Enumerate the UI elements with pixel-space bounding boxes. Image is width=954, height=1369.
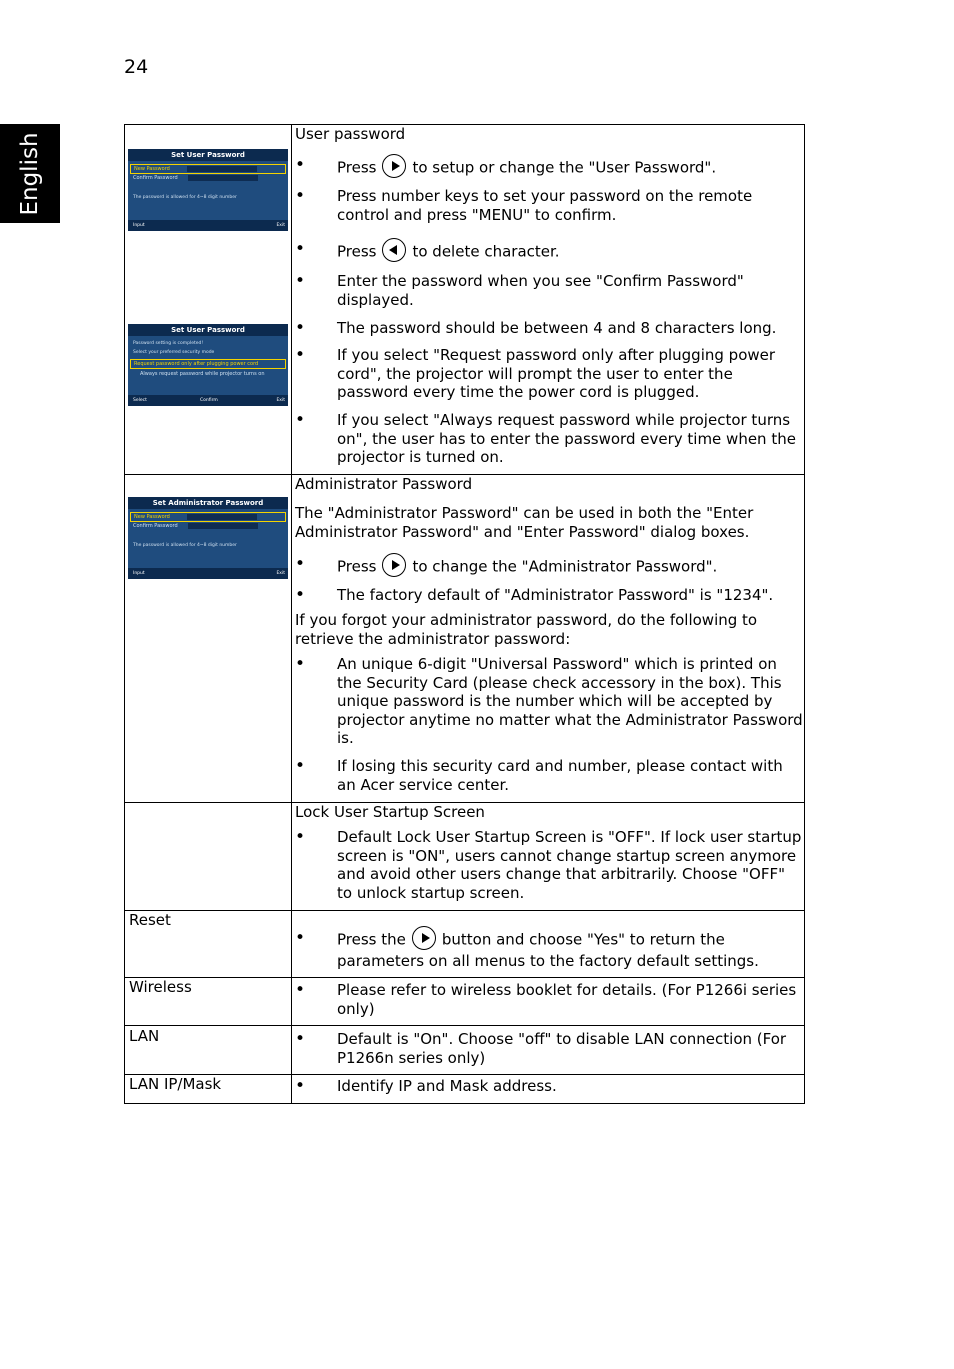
bullet: • bbox=[295, 345, 306, 365]
bullet: • bbox=[295, 155, 306, 175]
footer-left: Input bbox=[133, 571, 145, 576]
right-arrow-button-icon bbox=[382, 553, 406, 577]
item-text: Press bbox=[337, 557, 377, 576]
footer-right: Exit bbox=[276, 398, 285, 403]
bullet: • bbox=[295, 654, 306, 674]
bullet: • bbox=[295, 410, 306, 430]
list-item: Press number keys to set your password on the remote control and press "MENU" to confirm. bbox=[337, 187, 753, 224]
list-item bbox=[337, 240, 803, 264]
admin-intro: The "Administrator Password" can be used in both the "Enter Administrator Password" and "Enter Password" dialog boxes. bbox=[295, 504, 754, 541]
list-item bbox=[337, 156, 803, 180]
row-divider bbox=[125, 910, 804, 911]
bullet: • bbox=[295, 756, 306, 776]
set-user-password-screen bbox=[128, 149, 288, 231]
footer-left: Input bbox=[133, 223, 145, 228]
user-password-heading: User password bbox=[295, 125, 406, 143]
list-item: If you select "Always request password while projector turns on", the user has to enter the password every time when the projector is turned on. bbox=[337, 411, 796, 466]
list-item: If you select "Request password only after plugging power cord", the projector will prompt the user to enter the password every time the power cord is plugged. bbox=[337, 346, 776, 401]
list-item bbox=[337, 555, 803, 579]
list-item: The password should be between 4 and 8 characters long. bbox=[337, 319, 777, 337]
input-field bbox=[187, 166, 257, 172]
bullet: • bbox=[295, 239, 306, 259]
right-arrow-button-icon bbox=[382, 154, 406, 178]
option-always-request bbox=[130, 370, 286, 378]
screen-note: The password is allowed for 4~8 digit number bbox=[133, 543, 237, 548]
bullet: • bbox=[295, 554, 306, 574]
new-password-row bbox=[130, 164, 286, 174]
settings-table bbox=[124, 124, 805, 1104]
row-divider bbox=[125, 977, 804, 978]
language-label: English bbox=[17, 132, 43, 216]
list-item: Identify IP and Mask address. bbox=[337, 1077, 557, 1095]
list-item: The factory default of "Administrator Password" is "1234". bbox=[337, 586, 774, 604]
list-item: Enter the password when you see "Confirm Password" displayed. bbox=[337, 272, 744, 309]
admin-password-heading: Administrator Password bbox=[295, 475, 473, 493]
confirm-password-row bbox=[130, 522, 286, 530]
screen-title: Set User Password bbox=[128, 149, 288, 161]
screen-title: Set User Password bbox=[128, 324, 288, 336]
input-field bbox=[188, 175, 258, 181]
bullet: • bbox=[295, 928, 306, 948]
left-arrow-button-icon bbox=[382, 238, 406, 262]
bullet: • bbox=[295, 271, 306, 291]
screen-line: Password setting is completed! bbox=[133, 341, 204, 346]
forgot-password-text: If you forgot your administrator password, do the following to retrieve the administrator password: bbox=[295, 611, 758, 648]
item-text: to change the "Administrator Password". bbox=[412, 557, 718, 576]
page-number: 24 bbox=[124, 56, 149, 78]
row-divider bbox=[125, 1074, 804, 1075]
row-label: Confirm Password bbox=[133, 523, 178, 529]
screen-footer bbox=[128, 568, 288, 579]
input-field bbox=[188, 523, 258, 529]
lock-startup-heading: Lock User Startup Screen bbox=[295, 803, 485, 821]
item-text: Press bbox=[337, 242, 377, 261]
footer-left: Select bbox=[133, 398, 147, 403]
bullet: • bbox=[295, 318, 306, 338]
row-label: New Password bbox=[134, 514, 170, 520]
column-divider bbox=[291, 125, 292, 1103]
screen-line: Select your preferred security mode bbox=[133, 350, 215, 355]
item-text: to setup or change the "User Password". bbox=[412, 158, 717, 177]
item-text: button and choose "Yes" to return the bbox=[441, 930, 725, 949]
confirm-password-row bbox=[130, 174, 286, 182]
item-text: to delete character. bbox=[412, 242, 560, 261]
list-item: Default Lock User Startup Screen is "OFF". If lock user startup screen is "ON", users cannot change startup screen anymore and avoid other users change that arbitrarily. Choose "OFF" to unlock startup screen. bbox=[337, 828, 802, 902]
security-mode-screen bbox=[128, 324, 288, 406]
screen-note: The password is allowed for 4~8 digit number bbox=[133, 195, 237, 200]
footer-right: Exit bbox=[276, 223, 285, 228]
bullet: • bbox=[295, 186, 306, 206]
set-admin-password-screen bbox=[128, 497, 288, 579]
item-text: Press the bbox=[337, 930, 406, 949]
list-item: If losing this security card and number, please contact with an Acer service center. bbox=[337, 757, 783, 794]
screen-footer bbox=[128, 220, 288, 231]
list-item bbox=[337, 928, 803, 952]
screen-title: Set Administrator Password bbox=[128, 497, 288, 509]
option-request-after-plugging bbox=[130, 359, 286, 369]
item-text: Press bbox=[337, 158, 377, 177]
list-item: Default is "On". Choose "off" to disable LAN connection (For P1266n series only) bbox=[337, 1030, 787, 1067]
bullet: • bbox=[295, 585, 306, 605]
lan-label: LAN bbox=[129, 1027, 160, 1045]
footer-mid: Confirm bbox=[200, 398, 218, 403]
lan-ip-label: LAN IP/Mask bbox=[129, 1075, 222, 1093]
reset-label: Reset bbox=[129, 911, 171, 929]
list-item: Please refer to wireless booklet for details. (For P1266i series only) bbox=[337, 981, 797, 1018]
list-item: An unique 6-digit "Universal Password" which is printed on the Security Card (please check accessory in the box). This unique password is the number which will be accepted by projector anytime no matter what the Administrator Password is. bbox=[337, 655, 803, 747]
list-item-continued: parameters on all menus to the factory default settings. bbox=[337, 952, 759, 970]
row-divider bbox=[125, 1025, 804, 1026]
wireless-label: Wireless bbox=[129, 978, 192, 996]
row-label: New Password bbox=[134, 166, 170, 172]
right-arrow-button-icon bbox=[412, 926, 436, 950]
screen-footer bbox=[128, 395, 288, 406]
bullet: • bbox=[295, 1029, 306, 1049]
option-label: Request password only after plugging power cord bbox=[134, 361, 259, 367]
input-field bbox=[187, 514, 257, 520]
footer-right: Exit bbox=[276, 571, 285, 576]
bullet: • bbox=[295, 980, 306, 1000]
new-password-row bbox=[130, 512, 286, 522]
row-label: Confirm Password bbox=[133, 175, 178, 181]
bullet: • bbox=[295, 827, 306, 847]
option-label: Always request password while projector turns on bbox=[140, 371, 265, 377]
bullet: • bbox=[295, 1076, 306, 1096]
language-tab bbox=[0, 124, 60, 223]
